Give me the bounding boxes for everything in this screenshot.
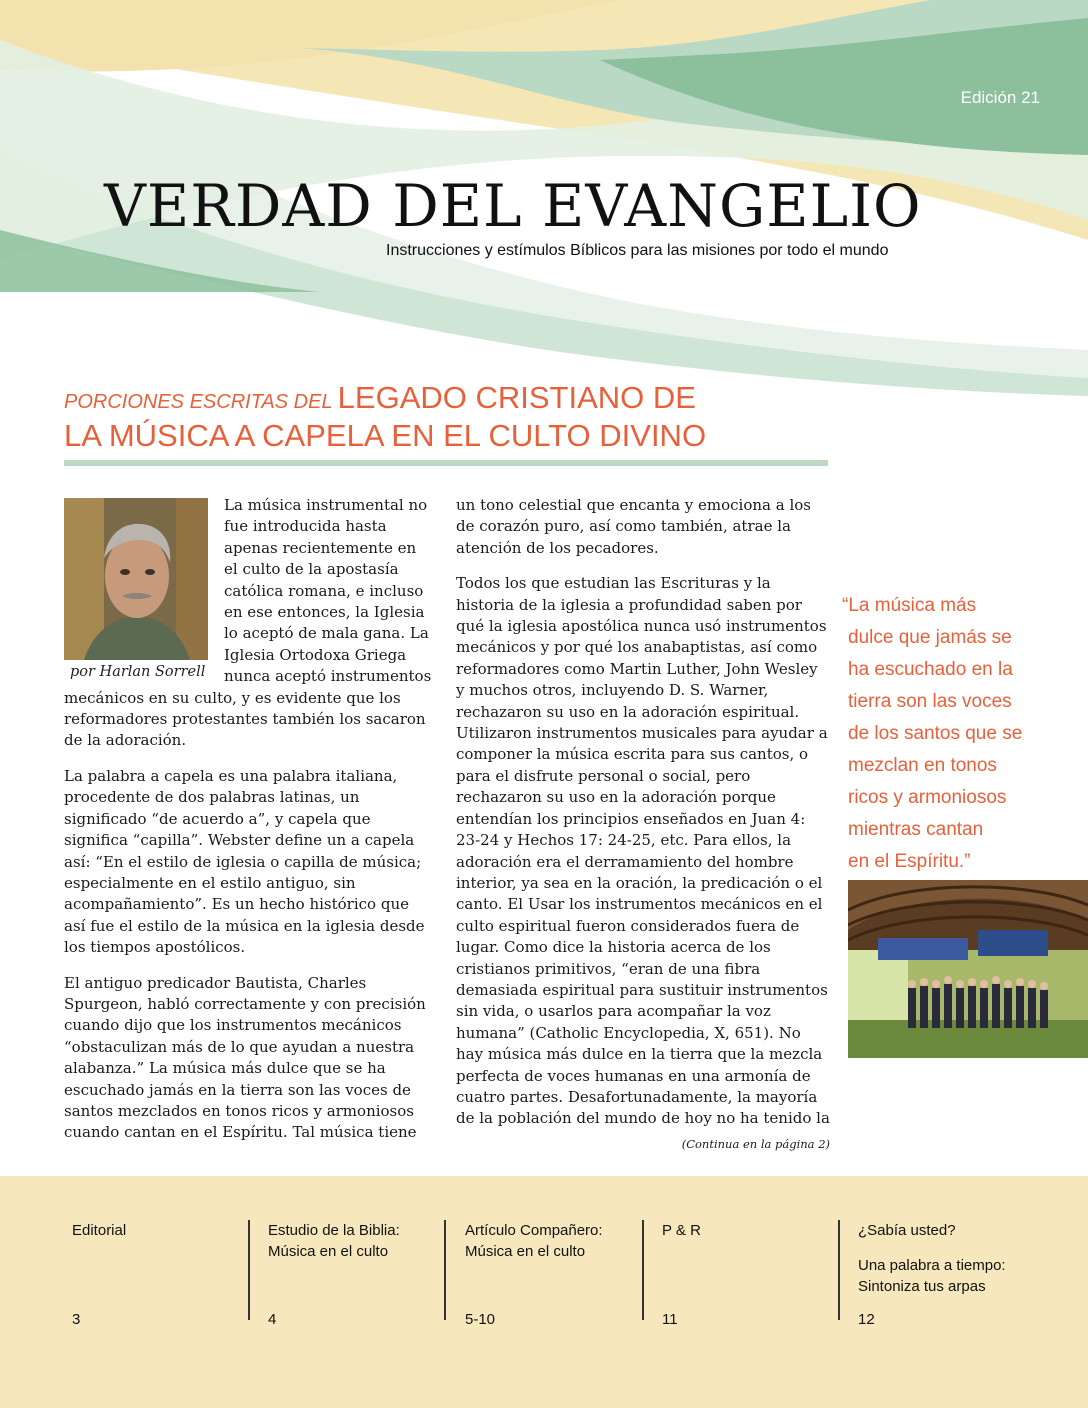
choir-photo xyxy=(848,880,1088,1058)
toc-item-qa[interactable] xyxy=(662,1220,822,1328)
article-paragraph: Todos los que estudian las Escrituras y la historia de la iglesia a profundidad saben por qué la iglesia apostólica nunca usó instrumentos mecánicos y por qué los anabaptistas, así como reformadores como Martin Luther, John Wesley y muchos otros, incluyendo D. S. Warner, rechazaron su uso en la adoración espiritual. Utilizaron instrumentos musicales para ayudar a componer la música escrita para sus cantos, o para el disfrute personal o social, pero rechazaron su uso en la adoración porque entendían los principios enseñados en Juan 4: 23-24 y Hechos 17: 24-25, etc. Para ellos, la adoración era el derramamiento del hombre interior, ya sea en la oración, la predicación o el canto. El Usar los instrumentos mecánicos en el culto espiritual fueron considerados fuera de lugar. Como dice la historia acerca de los cristianos primitivos, “eran de una fibra demasiada espiritual para sustituir instrumentos sin vida, o usarlos para acompañar la voz humana” (Catholic Encyclopedia, X, 651). No hay música más dulce en la tierra que la mezcla perfecta de voces humanas en una armonía de cuatro partes. Desafortunadamente, la mayoría de la población del mundo de hoy no ha tenido la xyxy=(456,574,830,1128)
toc-item-did-you-know[interactable] xyxy=(858,1220,1058,1328)
article-kicker: PORCIONES ESCRITAS DEL xyxy=(64,391,333,413)
masthead-title: VERDAD DEL EVANGELIO xyxy=(104,172,922,240)
toc-item-page: 5-10 xyxy=(465,1311,496,1328)
toc-item-page: 12 xyxy=(858,1311,875,1328)
continued-note: (Continua en la página 2) xyxy=(681,1136,830,1151)
toc-item-title: P & R xyxy=(662,1222,701,1239)
headline-divider xyxy=(64,460,828,466)
toc-item-page: 3 xyxy=(72,1311,81,1328)
article-column-1 xyxy=(64,495,432,1158)
article-column-2 xyxy=(456,495,830,1155)
toc-separator xyxy=(642,1220,644,1320)
pull-quote-line: mientras cantan xyxy=(848,819,984,840)
pull-quote-line: de los santos que se xyxy=(848,723,1023,744)
article-headline-line-2: LA MÚSICA A CAPELA EN EL CULTO DIVINO xyxy=(64,418,707,453)
toc-separator xyxy=(838,1220,840,1320)
pull-quote-line: “La música más xyxy=(842,595,977,616)
pull-quote-line: ha escuchado en la xyxy=(848,659,1013,680)
toc-item-title: Estudio de la Biblia: Música en el culto xyxy=(268,1222,400,1260)
toc-item-editorial[interactable] xyxy=(72,1220,232,1328)
article-paragraph: La música instrumental no fue introducida hasta apenas recientemente en el culto de la apostasía católica romana, e incluso en ese entonces, la Iglesia lo aceptó de mala gana. La Iglesia Ortodoxa Griega nunca aceptó instrumentos mecánicos en su culto, y es evidente que los reformadores protestantes también los sacaron de la adoración. xyxy=(64,496,432,750)
toc-separator xyxy=(248,1220,250,1320)
article-headline-line-1 xyxy=(64,380,696,416)
pull-quote-line: en el Espíritu.” xyxy=(848,851,971,872)
toc-item-page: 11 xyxy=(662,1311,678,1328)
masthead-tagline: Instrucciones y estímulos Bíblicos para las misiones por todo el mundo xyxy=(386,242,889,259)
toc-item-title: ¿Sabía usted? xyxy=(858,1222,956,1239)
pull-quote-line: tierra son las voces xyxy=(848,691,1012,712)
toc-item-title: Editorial xyxy=(72,1222,127,1239)
article-headline-part-1: LEGADO CRISTIANO DE xyxy=(337,380,696,415)
toc-separator xyxy=(444,1220,446,1320)
article-byline: por Harlan Sorrell xyxy=(70,664,206,680)
article-paragraph: La palabra a capela es una palabra italiana, procedente de dos palabras latinas, un significado “de acuerdo a”, y capela que significa “capilla”. Webster define un a capela así: “En el estilo de iglesia o capilla de música; especialmente en el estilo antiguo, sin acompañamiento”. Es un hecho histórico que así fue el estilo de la música en la iglesia desde los tiempos apostólicos. xyxy=(64,766,425,957)
edition-label: Edición 21 xyxy=(960,88,1040,107)
article-paragraph: un tono celestial que encanta y emociona a los de corazón puro, así como también, atrae la atención de los pecadores. xyxy=(456,496,811,557)
toc-item-bible-study[interactable] xyxy=(268,1220,433,1328)
pull-quote xyxy=(842,590,1072,878)
toc-item-title: Artículo Compañero: Música en el culto xyxy=(465,1222,603,1260)
toc-item-companion-article[interactable] xyxy=(465,1220,635,1328)
toc-item-page: 4 xyxy=(268,1311,277,1328)
toc-item-subtitle: Una palabra a tiempo: Sintoniza tus arpas xyxy=(858,1257,1006,1295)
pull-quote-line: dulce que jamás se xyxy=(848,627,1012,648)
article-paragraph: El antiguo predicador Bautista, Charles Spurgeon, habló correctamente y con precisión cuando dijo que los instrumentos mecánicos “obstaculizan más de lo que ayudan a nuestra alabanza.” La música más dulce que se ha escuchado jamás en la tierra son las voces de santos mezclados en tonos ricos y armoniosos cuando cantan en el Espíritu. Tal música tiene xyxy=(64,973,426,1142)
pull-quote-line: mezclan en tonos xyxy=(848,755,997,776)
pull-quote-line: ricos y armoniosos xyxy=(848,787,1007,808)
photo-float-spacer xyxy=(64,495,224,683)
